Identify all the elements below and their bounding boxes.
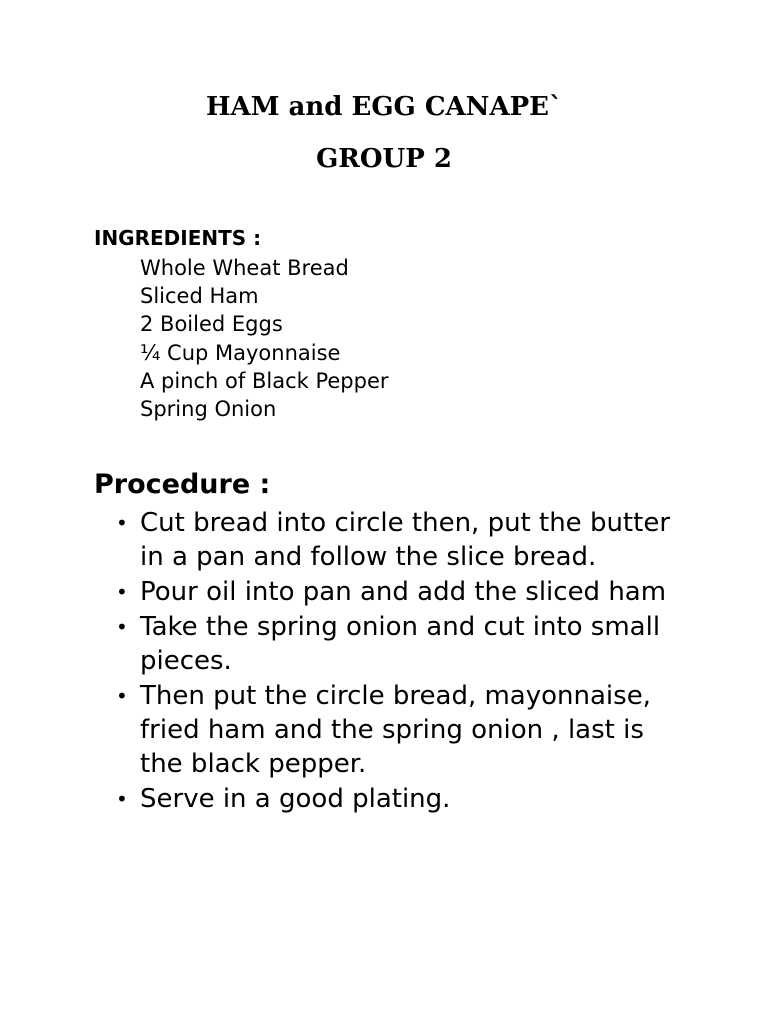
bullet-icon: •: [116, 787, 128, 811]
procedure-step: [112, 575, 682, 609]
bullet-icon: •: [116, 580, 128, 604]
procedure-step: [112, 679, 682, 781]
bullet-icon: •: [116, 615, 128, 639]
ingredient-item: A pinch of Black Pepper: [140, 368, 389, 393]
procedure-step: [112, 506, 682, 574]
procedure-step-text: Take the spring onion and cut into small pieces.: [140, 612, 661, 676]
ingredient-item: Whole Wheat Bread: [140, 256, 349, 280]
procedure-step-text: Then put the circle bread, mayonnaise, fried ham and the spring onion , last is the black pepper.: [140, 681, 651, 779]
ingredients-list: [140, 254, 389, 423]
ingredient-item: 2 Boiled Eggs: [140, 312, 283, 337]
ingredient-item: Sliced Ham: [140, 284, 259, 309]
bullet-icon: •: [116, 684, 128, 708]
recipe-title: HAM and EGG CANAPE`: [205, 92, 562, 122]
procedure-step: [112, 610, 682, 678]
ingredients-heading: INGREDIENTS :: [94, 226, 262, 250]
ingredient-item: Spring Onion: [140, 397, 277, 422]
procedure-list: [112, 506, 682, 817]
procedure-heading: Procedure :: [94, 469, 271, 500]
procedure-step: [112, 782, 682, 816]
procedure-step-text: Serve in a good plating.: [140, 784, 451, 814]
procedure-step-text: Cut bread into circle then, put the butter in a pan and follow the slice bread.: [140, 508, 671, 572]
procedure-step-text: Pour oil into pan and add the sliced ham: [140, 577, 667, 607]
ingredient-item: ¼ Cup Mayonnaise: [140, 340, 341, 365]
group-label: GROUP 2: [316, 144, 452, 174]
bullet-icon: •: [116, 511, 128, 535]
